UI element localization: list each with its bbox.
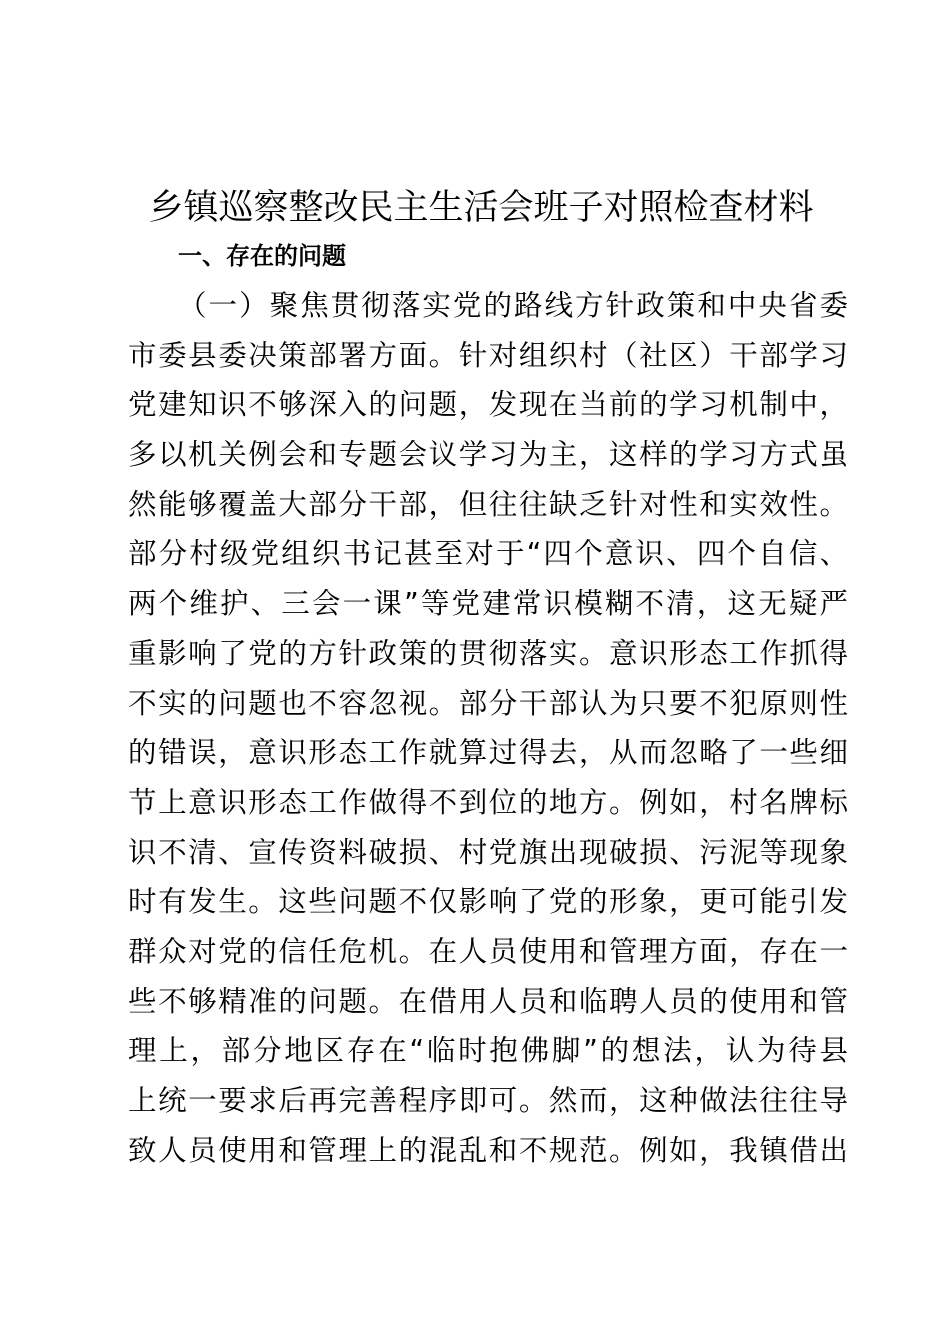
body-line: 党建知识不够深入的问题，发现在当前的学习机制中， [128, 388, 848, 422]
body-line: 的错误，意识形态工作就算过得去，从而忽略了一些细 [128, 736, 848, 770]
section-heading: 一、存在的问题 [178, 242, 346, 270]
body-paragraph [128, 281, 848, 1175]
body-line: 节上意识形态工作做得不到位的地方。例如，村名牌标 [128, 785, 848, 819]
body-line: 然能够覆盖大部分干部，但往往缺乏针对性和实效性。 [128, 487, 848, 521]
body-line: 重影响了党的方针政策的贯彻落实。意识形态工作抓得 [128, 636, 848, 670]
body-line: 两个维护、三会一课”等党建常识模糊不清，这无疑严 [128, 587, 848, 621]
body-line: 致人员使用和管理上的混乱和不规范。例如，我镇借出 [128, 1133, 848, 1167]
body-line: 多以机关例会和专题会议学习为主，这样的学习方式虽 [128, 438, 848, 472]
body-line: 不实的问题也不容忽视。部分干部认为只要不犯原则性 [128, 686, 848, 720]
body-line: 群众对党的信任危机。在人员使用和管理方面，存在一 [128, 934, 848, 968]
body-line: 识不清、宣传资料破损、村党旗出现破损、污泥等现象 [128, 835, 848, 869]
body-line: 些不够精准的问题。在借用人员和临聘人员的使用和管 [128, 984, 848, 1018]
body-line: 理上，部分地区存在“临时抱佛脚”的想法，认为待县 [128, 1034, 848, 1068]
document-title: 乡镇巡察整改民主生活会班子对照检查材料 [148, 188, 814, 228]
body-line: 市委县委决策部署方面。针对组织村（社区）干部学习 [128, 338, 848, 372]
body-line: 时有发生。这些问题不仅影响了党的形象，更可能引发 [128, 885, 848, 919]
body-line: 上统一要求后再完善程序即可。然而，这种做法往往导 [128, 1084, 848, 1117]
body-line: （一）聚焦贯彻落实党的路线方针政策和中央省委 [178, 289, 848, 322]
body-line: 部分村级党组织书记甚至对于“四个意识、四个自信、 [128, 537, 848, 571]
